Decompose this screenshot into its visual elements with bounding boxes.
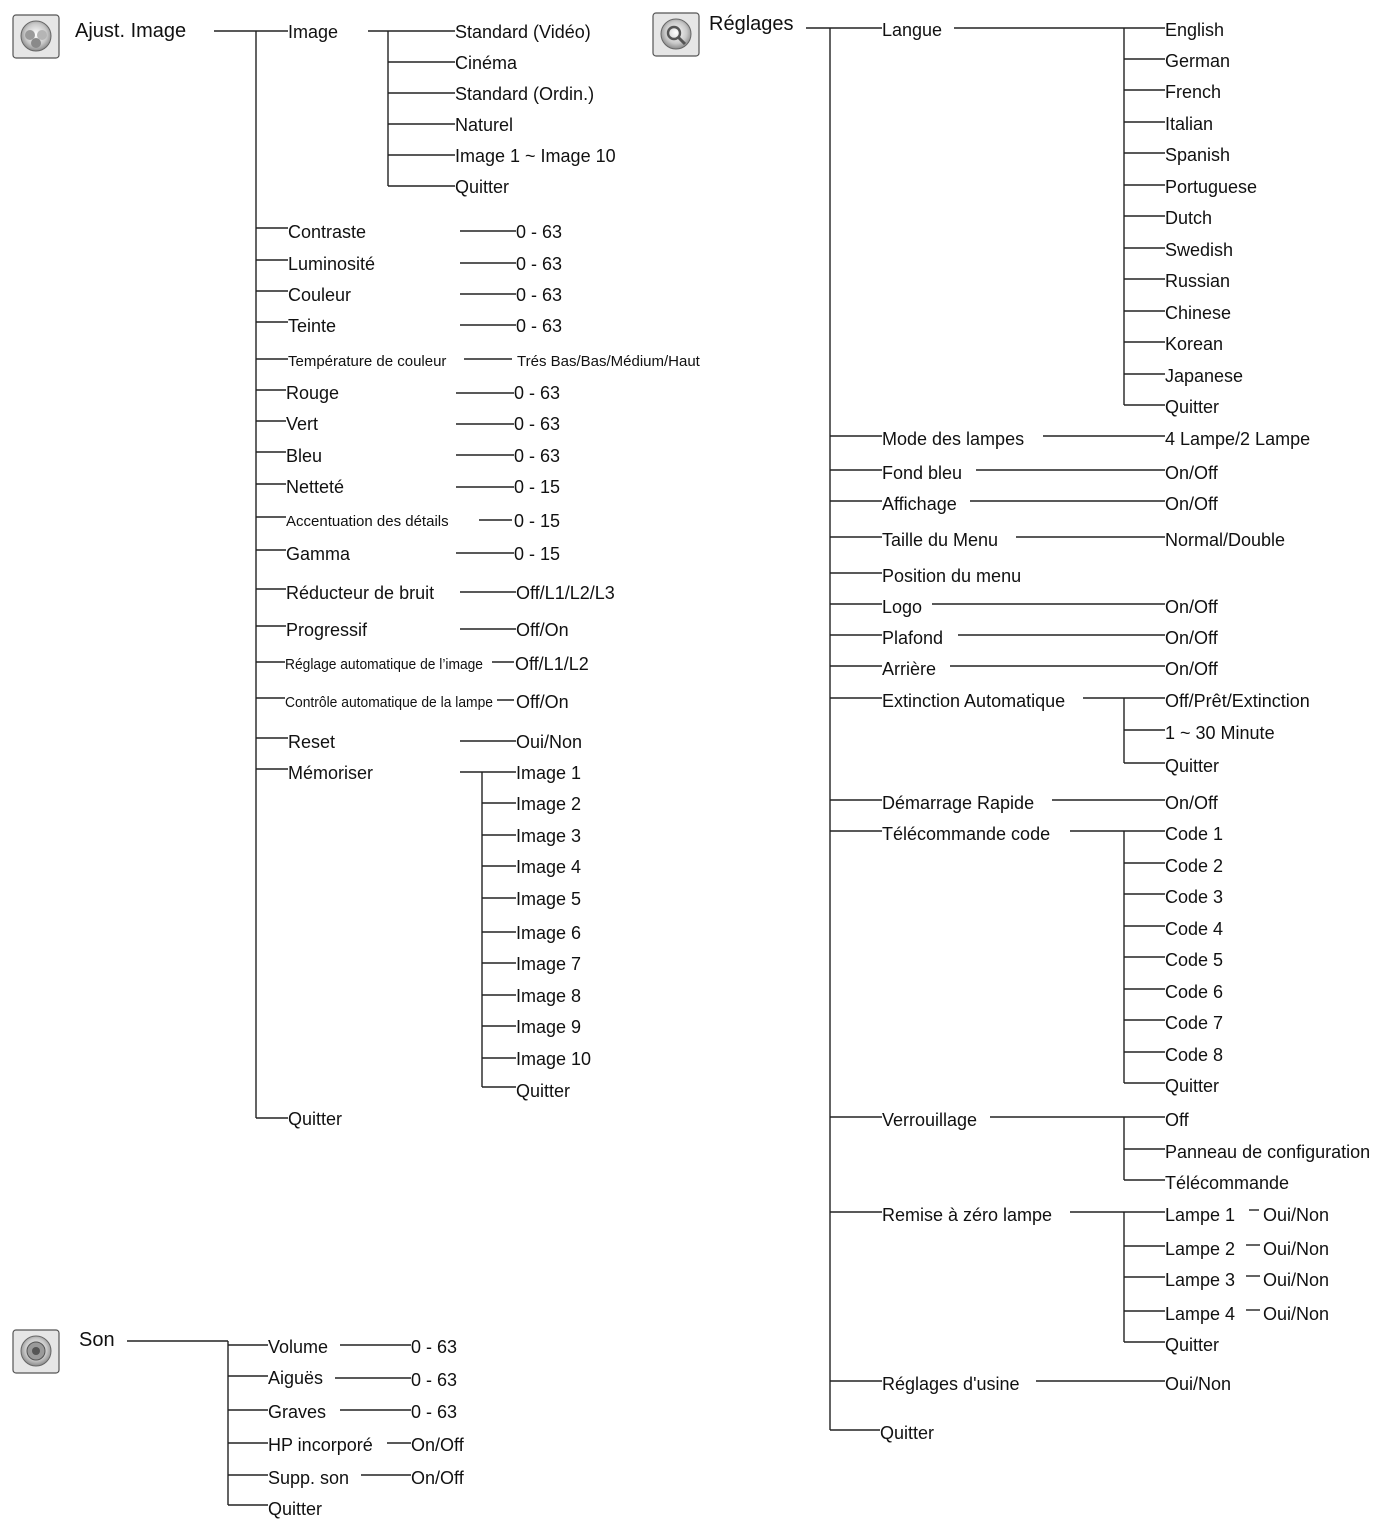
svg-text:Lampe 1: Lampe 1 [1165, 1205, 1236, 1225]
auto-off-option [1124, 756, 1219, 776]
svg-text:0 - 63: 0 - 63 [514, 446, 561, 466]
image-mode-option [388, 22, 591, 42]
svg-text:Lampe 2: Lampe 2 [1165, 1239, 1236, 1259]
language-option [1124, 334, 1223, 354]
svg-text:Dutch: Dutch [1165, 208, 1213, 228]
svg-text:Image 5: Image 5 [516, 889, 582, 909]
svg-text:Image 7: Image 7 [516, 954, 582, 974]
image-setting-row [256, 692, 569, 712]
sound-setting-row [228, 1368, 457, 1390]
settings-row [830, 566, 1021, 586]
picture-adjust-icon [13, 15, 59, 58]
svg-text:Démarrage Rapide: Démarrage Rapide [882, 793, 1035, 813]
settings-row [830, 659, 1219, 679]
svg-text:Image 6: Image 6 [516, 923, 582, 943]
image-mode-option [388, 84, 594, 104]
settings-row [830, 530, 1285, 550]
image-setting-row [256, 620, 569, 640]
svg-text:Off: Off [1165, 1110, 1189, 1130]
svg-text:0 - 63: 0 - 63 [516, 222, 563, 242]
language-option [1124, 20, 1224, 40]
auto-off-label: Extinction Automatique [882, 691, 1066, 711]
svg-text:English: English [1165, 20, 1225, 40]
image-setting-row [256, 583, 615, 603]
svg-text:0 - 63: 0 - 63 [514, 383, 561, 403]
lock-option [1124, 1110, 1190, 1130]
svg-text:0 - 63: 0 - 63 [411, 1402, 458, 1422]
svg-text:On/Off: On/Off [411, 1468, 464, 1488]
image-setting-row [256, 544, 560, 564]
svg-text:0 - 63: 0 - 63 [516, 285, 563, 305]
svg-text:Code 8: Code 8 [1165, 1045, 1224, 1065]
svg-text:Netteté: Netteté [286, 477, 345, 497]
svg-text:Code 2: Code 2 [1165, 856, 1224, 876]
svg-text:Spanish: Spanish [1165, 145, 1231, 165]
svg-text:Luminosité: Luminosité [288, 254, 376, 274]
language-label: Langue [882, 20, 943, 40]
svg-text:Température de couleur: Température de couleur [288, 353, 447, 370]
svg-text:Russian: Russian [1165, 271, 1231, 291]
svg-text:Panneau de configuration: Panneau de configuration [1165, 1142, 1371, 1162]
svg-text:Cinéma: Cinéma [455, 53, 518, 73]
svg-text:Reset: Reset [288, 732, 336, 752]
image-setting-row [256, 353, 701, 370]
auto-off-option [1124, 691, 1310, 711]
svg-text:French: French [1165, 82, 1222, 102]
auto-off-option [1124, 723, 1275, 743]
language-option [1124, 303, 1231, 323]
svg-text:Fond bleu: Fond bleu [882, 463, 963, 483]
svg-text:Teinte: Teinte [288, 316, 337, 336]
svg-text:0 - 63: 0 - 63 [516, 316, 563, 336]
svg-text:Vert: Vert [286, 414, 319, 434]
settings-row [830, 628, 1219, 648]
image-mode-option [388, 177, 509, 197]
svg-text:Supp. son: Supp. son [268, 1468, 350, 1488]
svg-text:Image 3: Image 3 [516, 826, 582, 846]
language-option [1124, 114, 1213, 134]
memorize-option [482, 954, 581, 974]
svg-text:Télécommande: Télécommande [1165, 1173, 1290, 1193]
svg-text:Quitter: Quitter [288, 1109, 343, 1129]
svg-text:Portuguese: Portuguese [1165, 177, 1258, 197]
language-option [1124, 177, 1257, 197]
svg-text:Oui/Non: Oui/Non [1165, 1374, 1232, 1394]
memorize-option [482, 1049, 591, 1069]
menu-title-sound: Son [79, 1329, 115, 1351]
svg-text:Accentuation des détails: Accentuation des détails [286, 513, 449, 530]
image-setting-row [256, 511, 560, 531]
image-setting-row [256, 285, 562, 305]
svg-text:4 Lampe/2 Lampe: 4 Lampe/2 Lampe [1165, 429, 1311, 449]
image-setting-row [256, 732, 582, 752]
lamp-reset-quit [1124, 1335, 1219, 1355]
memorize-option [482, 826, 581, 846]
svg-text:Code 1: Code 1 [1165, 824, 1224, 844]
svg-text:Naturel: Naturel [455, 115, 514, 135]
image-mode-label: Image [288, 22, 339, 42]
image-setting-row [256, 316, 562, 336]
svg-text:1 ~ 30 Minute: 1 ~ 30 Minute [1165, 723, 1275, 743]
image-setting-row [256, 446, 560, 466]
svg-text:Plafond: Plafond [882, 628, 944, 648]
language-option [1124, 145, 1230, 165]
memorize-option [482, 794, 581, 814]
svg-text:Standard (Ordin.): Standard (Ordin.) [455, 84, 595, 104]
language-option [1124, 366, 1243, 386]
svg-text:Graves: Graves [268, 1402, 327, 1422]
svg-text:Quitter: Quitter [516, 1081, 571, 1101]
svg-text:Oui/Non: Oui/Non [1263, 1304, 1330, 1324]
language-option [1124, 397, 1219, 417]
svg-text:Taille du Menu: Taille du Menu [882, 530, 999, 550]
svg-text:Image 1 ~ Image 10: Image 1 ~ Image 10 [455, 146, 616, 166]
sound-setting-row [228, 1435, 465, 1455]
svg-text:Off/L1/L2/L3: Off/L1/L2/L3 [516, 583, 615, 603]
svg-text:Image 10: Image 10 [516, 1049, 592, 1069]
image-setting-row [256, 414, 560, 434]
lock-option [1124, 1142, 1370, 1162]
remote-code-option [1124, 1045, 1223, 1065]
svg-text:Off/L1/L2: Off/L1/L2 [515, 654, 589, 674]
settings-row [830, 793, 1219, 813]
menu-title-image: Ajust. Image [75, 20, 187, 42]
svg-text:Rouge: Rouge [286, 383, 340, 403]
svg-text:Quitter: Quitter [268, 1499, 323, 1519]
svg-text:Trés Bas/Bas/Médium/Haut: Trés Bas/Bas/Médium/Haut [517, 353, 700, 370]
svg-text:Aiguës: Aiguës [268, 1368, 324, 1388]
lock-option [1124, 1173, 1289, 1193]
svg-text:Arrière: Arrière [882, 659, 937, 679]
image-quit [256, 1109, 342, 1129]
settings-row [830, 463, 1219, 483]
svg-text:Réglages d'usine: Réglages d'usine [882, 1374, 1020, 1394]
svg-text:Quitter: Quitter [1165, 397, 1220, 417]
speaker-icon [13, 1330, 59, 1373]
sound-setting-row [228, 1402, 457, 1422]
svg-text:0 - 15: 0 - 15 [514, 544, 561, 564]
memorize-option [482, 763, 581, 783]
svg-text:Image 4: Image 4 [516, 857, 582, 877]
svg-text:Mode des lampes: Mode des lampes [882, 429, 1025, 449]
svg-text:Image 8: Image 8 [516, 986, 582, 1006]
image-mode-option [388, 146, 616, 166]
svg-text:Affichage: Affichage [882, 494, 957, 514]
svg-text:Gamma: Gamma [286, 544, 351, 564]
remote-code-option [1124, 950, 1223, 970]
svg-text:On/Off: On/Off [1165, 793, 1218, 813]
svg-text:Couleur: Couleur [288, 285, 352, 305]
svg-text:On/Off: On/Off [411, 1435, 464, 1455]
lamp-reset-option [1124, 1270, 1329, 1290]
svg-text:0 - 63: 0 - 63 [514, 414, 561, 434]
memorize-option [482, 889, 581, 909]
svg-text:Oui/Non: Oui/Non [516, 732, 583, 752]
remote-code-option [1124, 824, 1223, 844]
svg-text:Normal/Double: Normal/Double [1165, 530, 1286, 550]
memorize-option [482, 986, 581, 1006]
svg-text:Volume: Volume [268, 1337, 329, 1357]
svg-text:Lampe 4: Lampe 4 [1165, 1304, 1236, 1324]
sound-setting-row [228, 1337, 457, 1357]
sound-quit [228, 1499, 322, 1519]
menu-title-settings: Réglages [709, 13, 794, 35]
svg-text:Position du menu: Position du menu [882, 566, 1022, 586]
language-option [1124, 82, 1221, 102]
svg-text:Contraste: Contraste [288, 222, 367, 242]
svg-text:Quitter: Quitter [1165, 1076, 1220, 1096]
lamp-reset-option [1124, 1205, 1329, 1225]
svg-text:0 - 15: 0 - 15 [514, 477, 561, 497]
svg-text:Swedish: Swedish [1165, 240, 1234, 260]
svg-text:Réducteur de bruit: Réducteur de bruit [286, 583, 435, 603]
remote-code-option [1124, 856, 1223, 876]
svg-text:On/Off: On/Off [1165, 628, 1218, 648]
language-option [1124, 240, 1233, 260]
svg-text:Quitter: Quitter [880, 1423, 935, 1443]
svg-text:Code 4: Code 4 [1165, 919, 1224, 939]
settings-row [830, 1374, 1231, 1394]
svg-text:Chinese: Chinese [1165, 303, 1232, 323]
svg-text:Image 2: Image 2 [516, 794, 582, 814]
svg-text:Code 5: Code 5 [1165, 950, 1224, 970]
settings-row [830, 429, 1310, 449]
memorize-label: Mémoriser [288, 763, 374, 783]
svg-text:Réglage automatique de l’image: Réglage automatique de l’image [285, 656, 483, 673]
svg-text:Image 1: Image 1 [516, 763, 582, 783]
svg-text:Image 9: Image 9 [516, 1017, 582, 1037]
settings-row [830, 597, 1219, 617]
language-option [1124, 51, 1230, 71]
remote-code-option [1124, 887, 1223, 907]
svg-text:Off/Prêt/Extinction: Off/Prêt/Extinction [1165, 691, 1310, 711]
svg-text:German: German [1165, 51, 1231, 71]
image-setting-row [256, 254, 562, 274]
svg-text:Progressif: Progressif [286, 620, 368, 640]
image-setting-row [256, 654, 589, 674]
svg-text:0 - 63: 0 - 63 [411, 1337, 458, 1357]
svg-text:Contrôle automatique de la lam: Contrôle automatique de la lampe [285, 694, 493, 711]
settings-quit [830, 1423, 934, 1443]
svg-text:Off/On: Off/On [516, 692, 569, 712]
svg-text:Oui/Non: Oui/Non [1263, 1239, 1330, 1259]
remote-code-label: Télécommande code [882, 824, 1051, 844]
memorize-option [482, 857, 581, 877]
svg-text:On/Off: On/Off [1165, 659, 1218, 679]
lamp-reset-option [1124, 1304, 1329, 1324]
sound-setting-row [228, 1468, 465, 1488]
svg-text:Standard (Vidéo): Standard (Vidéo) [455, 22, 591, 42]
svg-text:0 - 63: 0 - 63 [411, 1370, 458, 1390]
svg-text:On/Off: On/Off [1165, 494, 1218, 514]
memorize-option [482, 1017, 581, 1037]
svg-text:Off/On: Off/On [516, 620, 569, 640]
svg-text:Code 6: Code 6 [1165, 982, 1224, 1002]
lamp-reset-label: Remise à zéro lampe [882, 1205, 1053, 1225]
svg-text:0 - 63: 0 - 63 [516, 254, 563, 274]
remote-code-option [1124, 1013, 1223, 1033]
settings-icon [653, 13, 699, 56]
svg-text:Korean: Korean [1165, 334, 1224, 354]
svg-text:Quitter: Quitter [455, 177, 510, 197]
lamp-reset-option [1124, 1239, 1329, 1259]
svg-text:Bleu: Bleu [286, 446, 323, 466]
memorize-option [482, 923, 581, 943]
svg-text:Code 7: Code 7 [1165, 1013, 1224, 1033]
svg-text:Oui/Non: Oui/Non [1263, 1270, 1330, 1290]
image-mode-option [388, 53, 518, 73]
settings-row [830, 494, 1219, 514]
remote-code-option [1124, 1076, 1219, 1096]
svg-text:Quitter: Quitter [1165, 1335, 1220, 1355]
image-setting-row [256, 222, 562, 242]
image-mode-option [388, 115, 513, 135]
remote-code-option [1124, 919, 1223, 939]
svg-text:Logo: Logo [882, 597, 923, 617]
svg-text:Quitter: Quitter [1165, 756, 1220, 776]
language-option [1124, 208, 1212, 228]
language-option [1124, 271, 1230, 291]
svg-text:Italian: Italian [1165, 114, 1214, 134]
svg-text:Code 3: Code 3 [1165, 887, 1224, 907]
lock-label: Verrouillage [882, 1110, 978, 1130]
svg-text:Oui/Non: Oui/Non [1263, 1205, 1330, 1225]
memorize-option [482, 1081, 570, 1101]
svg-text:Lampe 3: Lampe 3 [1165, 1270, 1236, 1290]
svg-text:Japanese: Japanese [1165, 366, 1244, 386]
svg-text:0 - 15: 0 - 15 [514, 511, 561, 531]
svg-text:On/Off: On/Off [1165, 597, 1218, 617]
image-setting-row [256, 383, 560, 403]
image-setting-row [256, 477, 560, 497]
remote-code-option [1124, 982, 1223, 1002]
svg-text:On/Off: On/Off [1165, 463, 1218, 483]
svg-text:HP incorporé: HP incorporé [268, 1435, 373, 1455]
